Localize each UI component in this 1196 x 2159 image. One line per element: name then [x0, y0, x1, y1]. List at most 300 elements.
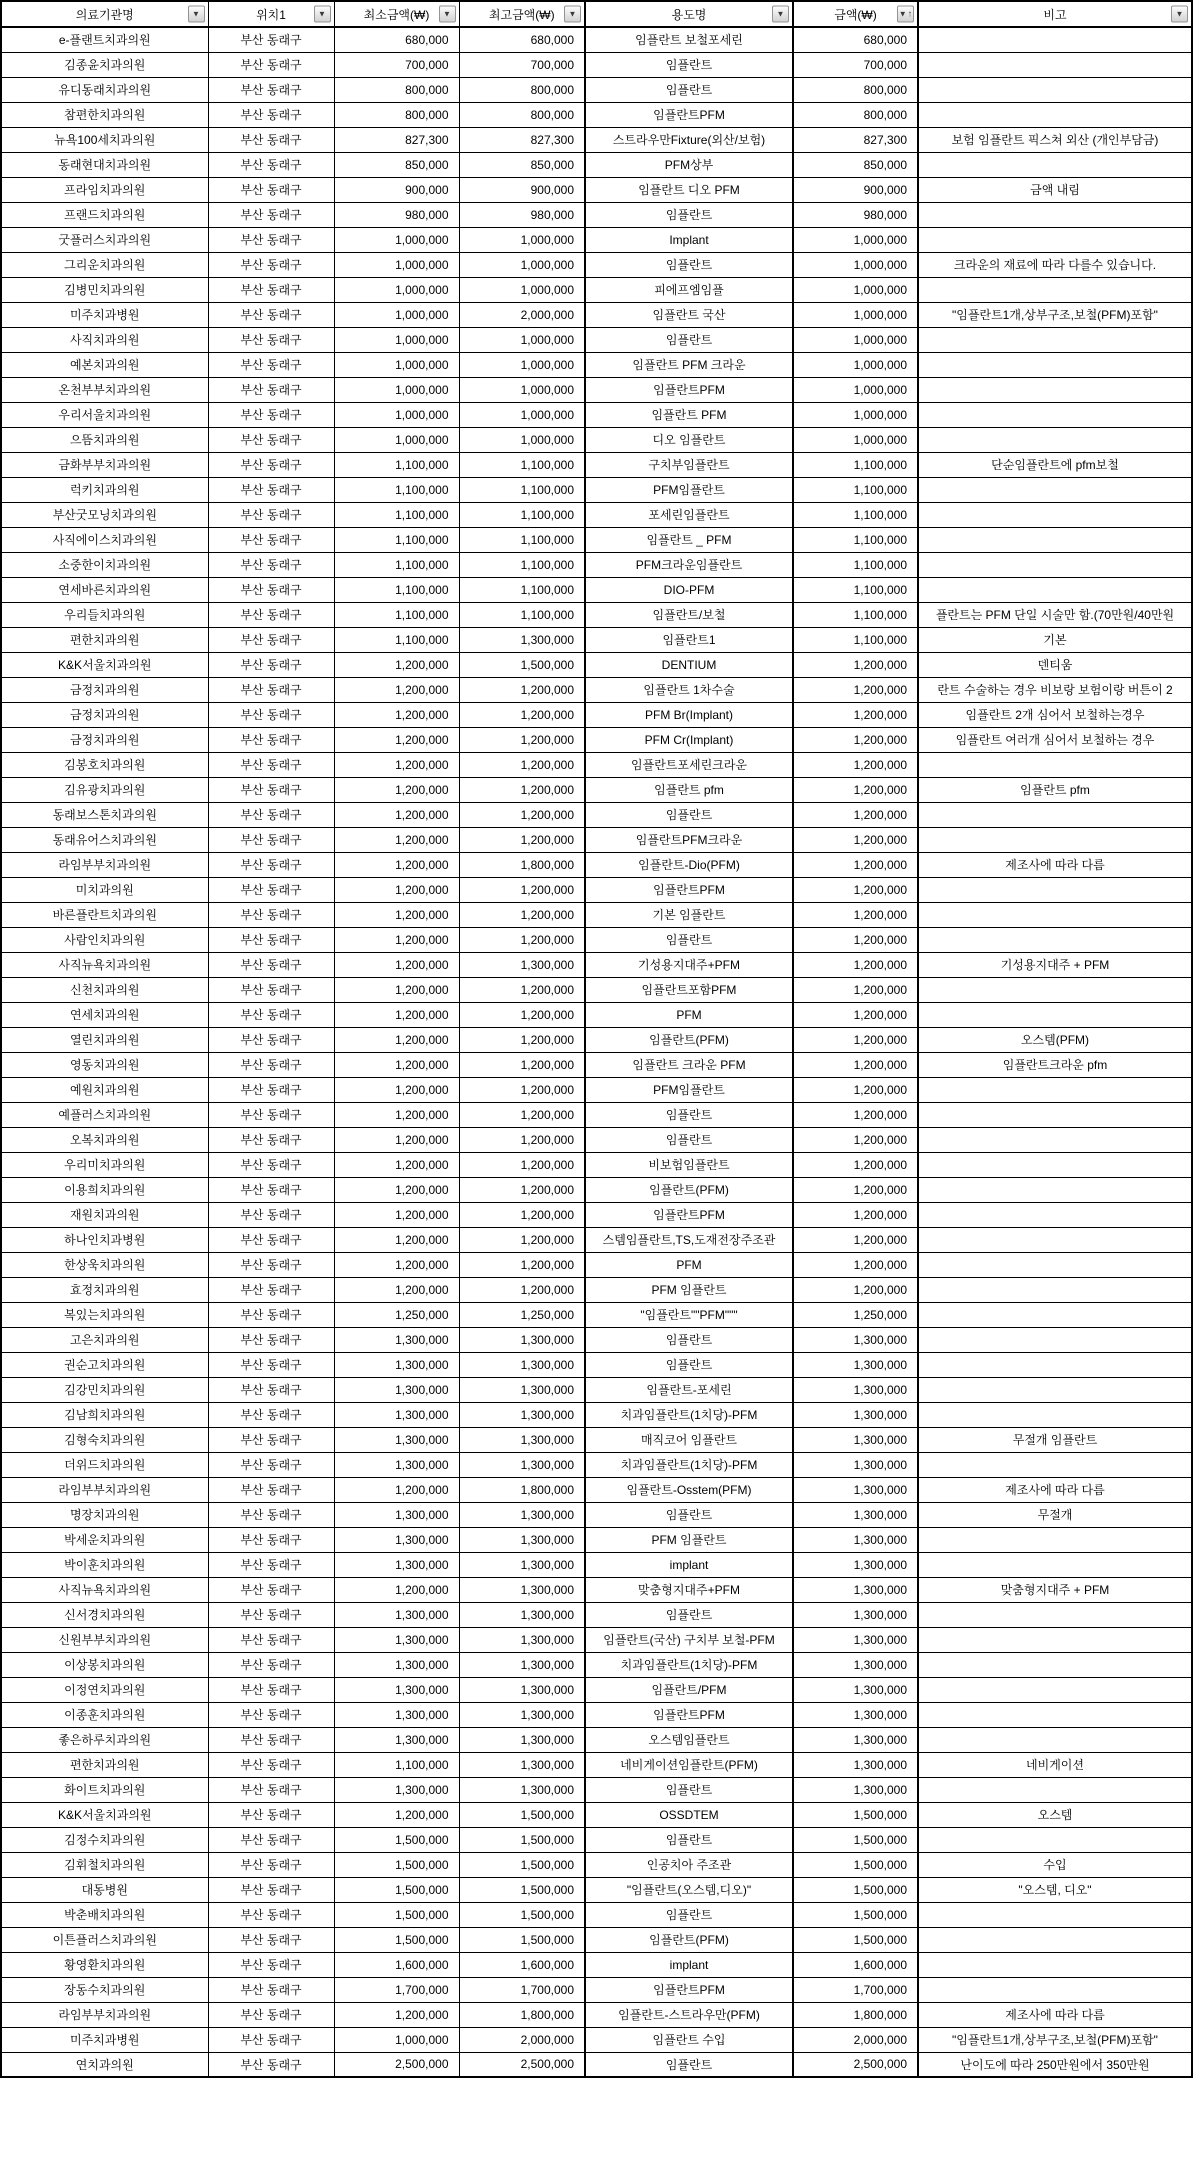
- cell-min-amount[interactable]: 700,000: [334, 52, 459, 77]
- cell-use-name[interactable]: implant: [585, 1952, 793, 1977]
- cell-note[interactable]: [918, 52, 1192, 77]
- cell-location[interactable]: 부산 동래구: [208, 27, 334, 52]
- cell-location[interactable]: 부산 동래구: [208, 1327, 334, 1352]
- cell-min-amount[interactable]: 1,100,000: [334, 1752, 459, 1777]
- cell-min-amount[interactable]: 1,000,000: [334, 427, 459, 452]
- cell-max-amount[interactable]: 1,200,000: [459, 1152, 585, 1177]
- cell-note[interactable]: "임플란트1개,상부구조,보철(PFM)포함": [918, 2027, 1192, 2052]
- cell-location[interactable]: 부산 동래구: [208, 627, 334, 652]
- cell-use-name[interactable]: 스트라우만Fixture(외산/보험): [585, 127, 793, 152]
- cell-location[interactable]: 부산 동래구: [208, 2027, 334, 2052]
- cell-amount[interactable]: 1,200,000: [793, 902, 918, 927]
- cell-amount[interactable]: 1,200,000: [793, 1102, 918, 1127]
- cell-min-amount[interactable]: 1,300,000: [334, 1327, 459, 1352]
- cell-max-amount[interactable]: 1,300,000: [459, 1627, 585, 1652]
- cell-location[interactable]: 부산 동래구: [208, 252, 334, 277]
- cell-use-name[interactable]: 오스템임플란트: [585, 1727, 793, 1752]
- cell-use-name[interactable]: DIO-PFM: [585, 577, 793, 602]
- cell-min-amount[interactable]: 1,200,000: [334, 877, 459, 902]
- cell-location[interactable]: 부산 동래구: [208, 1427, 334, 1452]
- cell-min-amount[interactable]: 1,700,000: [334, 1977, 459, 2002]
- cell-min-amount[interactable]: 1,300,000: [334, 1677, 459, 1702]
- cell-note[interactable]: [918, 552, 1192, 577]
- cell-note[interactable]: 임플란트 여러개 심어서 보철하는 경우: [918, 727, 1192, 752]
- cell-amount[interactable]: 1,000,000: [793, 427, 918, 452]
- cell-location[interactable]: 부산 동래구: [208, 802, 334, 827]
- cell-institution[interactable]: 예원치과의원: [1, 1077, 208, 1102]
- cell-min-amount[interactable]: 850,000: [334, 152, 459, 177]
- cell-amount[interactable]: 1,200,000: [793, 1227, 918, 1252]
- cell-min-amount[interactable]: 1,300,000: [334, 1402, 459, 1427]
- cell-location[interactable]: 부산 동래구: [208, 1027, 334, 1052]
- cell-use-name[interactable]: 임플란트/보철: [585, 602, 793, 627]
- cell-note[interactable]: [918, 1652, 1192, 1677]
- cell-note[interactable]: [918, 27, 1192, 52]
- cell-location[interactable]: 부산 동래구: [208, 552, 334, 577]
- cell-amount[interactable]: 1,250,000: [793, 1302, 918, 1327]
- cell-location[interactable]: 부산 동래구: [208, 702, 334, 727]
- cell-note[interactable]: [918, 1927, 1192, 1952]
- cell-min-amount[interactable]: 1,300,000: [334, 1452, 459, 1477]
- cell-note[interactable]: 금액 내림: [918, 177, 1192, 202]
- cell-note[interactable]: [918, 1252, 1192, 1277]
- cell-institution[interactable]: 영동치과의원: [1, 1052, 208, 1077]
- cell-institution[interactable]: 라임부부치과의원: [1, 852, 208, 877]
- cell-location[interactable]: 부산 동래구: [208, 902, 334, 927]
- cell-note[interactable]: 네비게이션: [918, 1752, 1192, 1777]
- cell-min-amount[interactable]: 1,200,000: [334, 677, 459, 702]
- cell-min-amount[interactable]: 1,300,000: [334, 1777, 459, 1802]
- filter-button-location[interactable]: [314, 6, 331, 23]
- cell-min-amount[interactable]: 1,200,000: [334, 952, 459, 977]
- cell-use-name[interactable]: 맞춤형지대주+PFM: [585, 1577, 793, 1602]
- cell-note[interactable]: [918, 1352, 1192, 1377]
- cell-max-amount[interactable]: 1,200,000: [459, 877, 585, 902]
- filter-button-max-amount[interactable]: [564, 6, 581, 23]
- cell-max-amount[interactable]: 1,300,000: [459, 1427, 585, 1452]
- cell-note[interactable]: [918, 1602, 1192, 1627]
- cell-amount[interactable]: 1,300,000: [793, 1777, 918, 1802]
- cell-institution[interactable]: 예본치과의원: [1, 352, 208, 377]
- cell-note[interactable]: 플란트는 PFM 단일 시술만 함.(70만원/40만원: [918, 602, 1192, 627]
- cell-min-amount[interactable]: 1,100,000: [334, 477, 459, 502]
- cell-note[interactable]: [918, 1902, 1192, 1927]
- cell-min-amount[interactable]: 1,200,000: [334, 1027, 459, 1052]
- cell-max-amount[interactable]: 1,500,000: [459, 1827, 585, 1852]
- cell-max-amount[interactable]: 1,300,000: [459, 1452, 585, 1477]
- cell-note[interactable]: 단순임플란트에 pfm보철: [918, 452, 1192, 477]
- cell-institution[interactable]: 금화부부치과의원: [1, 452, 208, 477]
- cell-amount[interactable]: 1,300,000: [793, 1377, 918, 1402]
- cell-note[interactable]: 란트 수술하는 경우 비보랑 보험이랑 버튼이 2: [918, 677, 1192, 702]
- cell-use-name[interactable]: 임플란트PFM: [585, 1702, 793, 1727]
- cell-institution[interactable]: 이종훈치과의원: [1, 1702, 208, 1727]
- cell-amount[interactable]: 1,300,000: [793, 1627, 918, 1652]
- cell-use-name[interactable]: 임플란트: [585, 327, 793, 352]
- cell-use-name[interactable]: 임플란트 디오 PFM: [585, 177, 793, 202]
- cell-use-name[interactable]: 임플란트: [585, 1327, 793, 1352]
- cell-amount[interactable]: 1,200,000: [793, 702, 918, 727]
- cell-amount[interactable]: 1,800,000: [793, 2002, 918, 2027]
- cell-amount[interactable]: 1,300,000: [793, 1752, 918, 1777]
- cell-institution[interactable]: 신천치과의원: [1, 977, 208, 1002]
- cell-institution[interactable]: 부산굿모닝치과의원: [1, 502, 208, 527]
- cell-min-amount[interactable]: 1,000,000: [334, 302, 459, 327]
- cell-location[interactable]: 부산 동래구: [208, 1527, 334, 1552]
- cell-note[interactable]: [918, 827, 1192, 852]
- cell-use-name[interactable]: 임플란트: [585, 1502, 793, 1527]
- cell-min-amount[interactable]: 1,200,000: [334, 802, 459, 827]
- cell-max-amount[interactable]: 1,250,000: [459, 1302, 585, 1327]
- cell-min-amount[interactable]: 1,200,000: [334, 1802, 459, 1827]
- cell-amount[interactable]: 1,000,000: [793, 252, 918, 277]
- cell-note[interactable]: 크라운의 재료에 따라 다를수 있습니다.: [918, 252, 1192, 277]
- cell-location[interactable]: 부산 동래구: [208, 652, 334, 677]
- cell-amount[interactable]: 1,300,000: [793, 1527, 918, 1552]
- cell-max-amount[interactable]: 1,200,000: [459, 1002, 585, 1027]
- cell-institution[interactable]: K&K서울치과의원: [1, 652, 208, 677]
- cell-use-name[interactable]: 임플란트: [585, 1127, 793, 1152]
- cell-use-name[interactable]: 임플란트 보철포세린: [585, 27, 793, 52]
- cell-note[interactable]: [918, 227, 1192, 252]
- cell-min-amount[interactable]: 1,100,000: [334, 452, 459, 477]
- cell-max-amount[interactable]: 1,200,000: [459, 1052, 585, 1077]
- cell-use-name[interactable]: implant: [585, 1552, 793, 1577]
- cell-location[interactable]: 부산 동래구: [208, 1477, 334, 1502]
- cell-max-amount[interactable]: 1,100,000: [459, 477, 585, 502]
- cell-amount[interactable]: 1,500,000: [793, 1902, 918, 1927]
- cell-note[interactable]: [918, 1377, 1192, 1402]
- cell-institution[interactable]: 연치과의원: [1, 2052, 208, 2077]
- cell-note[interactable]: [918, 1777, 1192, 1802]
- cell-amount[interactable]: 1,000,000: [793, 302, 918, 327]
- cell-institution[interactable]: 김봉호치과의원: [1, 752, 208, 777]
- cell-institution[interactable]: 김형숙치과의원: [1, 1427, 208, 1452]
- cell-note[interactable]: [918, 502, 1192, 527]
- cell-location[interactable]: 부산 동래구: [208, 477, 334, 502]
- cell-use-name[interactable]: PFM: [585, 1252, 793, 1277]
- cell-institution[interactable]: 연세바른치과의원: [1, 577, 208, 602]
- cell-max-amount[interactable]: 1,300,000: [459, 1727, 585, 1752]
- cell-institution[interactable]: 편한치과의원: [1, 627, 208, 652]
- cell-use-name[interactable]: 임플란트-Dio(PFM): [585, 852, 793, 877]
- cell-location[interactable]: 부산 동래구: [208, 1602, 334, 1627]
- cell-use-name[interactable]: 임플란트포함PFM: [585, 977, 793, 1002]
- cell-institution[interactable]: 신원부부치과의원: [1, 1627, 208, 1652]
- cell-min-amount[interactable]: 1,300,000: [334, 1552, 459, 1577]
- cell-institution[interactable]: e-플랜트치과의원: [1, 27, 208, 52]
- cell-amount[interactable]: 1,500,000: [793, 1927, 918, 1952]
- cell-amount[interactable]: 1,200,000: [793, 852, 918, 877]
- cell-max-amount[interactable]: 1,300,000: [459, 1552, 585, 1577]
- cell-amount[interactable]: 800,000: [793, 77, 918, 102]
- cell-max-amount[interactable]: 1,000,000: [459, 377, 585, 402]
- cell-max-amount[interactable]: 1,300,000: [459, 1527, 585, 1552]
- cell-location[interactable]: 부산 동래구: [208, 127, 334, 152]
- cell-location[interactable]: 부산 동래구: [208, 852, 334, 877]
- cell-institution[interactable]: 박춘배치과의원: [1, 1902, 208, 1927]
- cell-note[interactable]: [918, 802, 1192, 827]
- cell-use-name[interactable]: 매직코어 임플란트: [585, 1427, 793, 1452]
- cell-max-amount[interactable]: 1,300,000: [459, 1752, 585, 1777]
- cell-use-name[interactable]: PFM Br(Implant): [585, 702, 793, 727]
- cell-note[interactable]: [918, 1452, 1192, 1477]
- cell-amount[interactable]: 1,500,000: [793, 1802, 918, 1827]
- cell-min-amount[interactable]: 1,200,000: [334, 1202, 459, 1227]
- cell-note[interactable]: [918, 202, 1192, 227]
- cell-note[interactable]: [918, 1077, 1192, 1102]
- cell-institution[interactable]: 하나인치과병원: [1, 1227, 208, 1252]
- cell-amount[interactable]: 1,200,000: [793, 927, 918, 952]
- cell-min-amount[interactable]: 1,100,000: [334, 527, 459, 552]
- cell-note[interactable]: [918, 752, 1192, 777]
- cell-min-amount[interactable]: 1,200,000: [334, 1102, 459, 1127]
- cell-amount[interactable]: 1,200,000: [793, 1127, 918, 1152]
- cell-note[interactable]: [918, 977, 1192, 1002]
- cell-max-amount[interactable]: 680,000: [459, 27, 585, 52]
- cell-note[interactable]: [918, 1152, 1192, 1177]
- cell-amount[interactable]: 1,300,000: [793, 1577, 918, 1602]
- cell-amount[interactable]: 1,500,000: [793, 1852, 918, 1877]
- cell-institution[interactable]: 권순고치과의원: [1, 1352, 208, 1377]
- cell-institution[interactable]: 미치과의원: [1, 877, 208, 902]
- cell-institution[interactable]: 프라임치과의원: [1, 177, 208, 202]
- cell-note[interactable]: [918, 527, 1192, 552]
- cell-min-amount[interactable]: 1,300,000: [334, 1627, 459, 1652]
- cell-use-name[interactable]: 임플란트 PFM: [585, 402, 793, 427]
- cell-location[interactable]: 부산 동래구: [208, 1452, 334, 1477]
- cell-min-amount[interactable]: 1,000,000: [334, 327, 459, 352]
- cell-min-amount[interactable]: 1,200,000: [334, 652, 459, 677]
- cell-location[interactable]: 부산 동래구: [208, 1402, 334, 1427]
- cell-max-amount[interactable]: 1,200,000: [459, 1077, 585, 1102]
- cell-max-amount[interactable]: 1,200,000: [459, 727, 585, 752]
- cell-institution[interactable]: 이용희치과의원: [1, 1177, 208, 1202]
- cell-min-amount[interactable]: 1,000,000: [334, 2027, 459, 2052]
- cell-max-amount[interactable]: 1,000,000: [459, 227, 585, 252]
- cell-max-amount[interactable]: 1,000,000: [459, 252, 585, 277]
- cell-location[interactable]: 부산 동래구: [208, 752, 334, 777]
- cell-use-name[interactable]: 임플란트(PFM): [585, 1177, 793, 1202]
- cell-institution[interactable]: 동래현대치과의원: [1, 152, 208, 177]
- cell-note[interactable]: 무절개: [918, 1502, 1192, 1527]
- cell-max-amount[interactable]: 1,300,000: [459, 1502, 585, 1527]
- cell-location[interactable]: 부산 동래구: [208, 402, 334, 427]
- cell-amount[interactable]: 1,300,000: [793, 1652, 918, 1677]
- cell-note[interactable]: [918, 1002, 1192, 1027]
- cell-location[interactable]: 부산 동래구: [208, 377, 334, 402]
- cell-min-amount[interactable]: 1,200,000: [334, 1002, 459, 1027]
- cell-max-amount[interactable]: 2,000,000: [459, 302, 585, 327]
- cell-amount[interactable]: 1,200,000: [793, 727, 918, 752]
- cell-use-name[interactable]: 치과임플란트(1치당)-PFM: [585, 1402, 793, 1427]
- cell-location[interactable]: 부산 동래구: [208, 1377, 334, 1402]
- cell-use-name[interactable]: PFM 임플란트: [585, 1527, 793, 1552]
- cell-min-amount[interactable]: 1,300,000: [334, 1602, 459, 1627]
- cell-amount[interactable]: 1,200,000: [793, 1052, 918, 1077]
- cell-max-amount[interactable]: 1,500,000: [459, 1902, 585, 1927]
- cell-note[interactable]: [918, 1702, 1192, 1727]
- cell-institution[interactable]: 참편한치과의원: [1, 102, 208, 127]
- cell-note[interactable]: [918, 1227, 1192, 1252]
- cell-institution[interactable]: 신서경치과의원: [1, 1602, 208, 1627]
- cell-amount[interactable]: 1,500,000: [793, 1877, 918, 1902]
- cell-amount[interactable]: 900,000: [793, 177, 918, 202]
- cell-max-amount[interactable]: 1,100,000: [459, 577, 585, 602]
- cell-min-amount[interactable]: 800,000: [334, 77, 459, 102]
- cell-location[interactable]: 부산 동래구: [208, 1152, 334, 1177]
- cell-amount[interactable]: 1,200,000: [793, 777, 918, 802]
- filter-button-min-amount[interactable]: [439, 6, 456, 23]
- cell-institution[interactable]: 김남희치과의원: [1, 1402, 208, 1427]
- cell-use-name[interactable]: 임플란트PFM: [585, 377, 793, 402]
- cell-amount[interactable]: 1,300,000: [793, 1352, 918, 1377]
- cell-max-amount[interactable]: 1,200,000: [459, 702, 585, 727]
- cell-location[interactable]: 부산 동래구: [208, 1977, 334, 2002]
- cell-use-name[interactable]: 디오 임플란트: [585, 427, 793, 452]
- cell-amount[interactable]: 1,300,000: [793, 1727, 918, 1752]
- cell-min-amount[interactable]: 1,200,000: [334, 752, 459, 777]
- cell-min-amount[interactable]: 1,200,000: [334, 827, 459, 852]
- cell-max-amount[interactable]: 1,300,000: [459, 1327, 585, 1352]
- cell-use-name[interactable]: 임플란트/PFM: [585, 1677, 793, 1702]
- cell-amount[interactable]: 1,300,000: [793, 1552, 918, 1577]
- cell-min-amount[interactable]: 1,500,000: [334, 1852, 459, 1877]
- cell-institution[interactable]: 바른플란트치과의원: [1, 902, 208, 927]
- cell-location[interactable]: 부산 동래구: [208, 2002, 334, 2027]
- cell-location[interactable]: 부산 동래구: [208, 1352, 334, 1377]
- cell-use-name[interactable]: 임플란트: [585, 252, 793, 277]
- cell-use-name[interactable]: 임플란트 pfm: [585, 777, 793, 802]
- cell-note[interactable]: [918, 427, 1192, 452]
- cell-note[interactable]: 덴티움: [918, 652, 1192, 677]
- cell-max-amount[interactable]: 1,800,000: [459, 2002, 585, 2027]
- cell-max-amount[interactable]: 1,300,000: [459, 1652, 585, 1677]
- cell-amount[interactable]: 1,600,000: [793, 1952, 918, 1977]
- cell-note[interactable]: [918, 1277, 1192, 1302]
- cell-note[interactable]: [918, 577, 1192, 602]
- cell-location[interactable]: 부산 동래구: [208, 102, 334, 127]
- cell-use-name[interactable]: 임플란트: [585, 1602, 793, 1627]
- cell-location[interactable]: 부산 동래구: [208, 1177, 334, 1202]
- cell-location[interactable]: 부산 동래구: [208, 877, 334, 902]
- cell-institution[interactable]: 연세치과의원: [1, 1002, 208, 1027]
- cell-amount[interactable]: 2,000,000: [793, 2027, 918, 2052]
- cell-institution[interactable]: 그리운치과의원: [1, 252, 208, 277]
- cell-note[interactable]: [918, 1727, 1192, 1752]
- cell-max-amount[interactable]: 1,200,000: [459, 777, 585, 802]
- cell-use-name[interactable]: 임플란트: [585, 1827, 793, 1852]
- cell-min-amount[interactable]: 1,200,000: [334, 1252, 459, 1277]
- cell-institution[interactable]: 효정치과의원: [1, 1277, 208, 1302]
- cell-min-amount[interactable]: 1,100,000: [334, 602, 459, 627]
- cell-max-amount[interactable]: 1,200,000: [459, 977, 585, 1002]
- cell-institution[interactable]: 복있는치과의원: [1, 1302, 208, 1327]
- cell-min-amount[interactable]: 1,000,000: [334, 377, 459, 402]
- cell-max-amount[interactable]: 850,000: [459, 152, 585, 177]
- cell-location[interactable]: 부산 동래구: [208, 1052, 334, 1077]
- cell-note[interactable]: [918, 102, 1192, 127]
- cell-min-amount[interactable]: 1,600,000: [334, 1952, 459, 1977]
- cell-max-amount[interactable]: 1,200,000: [459, 1177, 585, 1202]
- cell-max-amount[interactable]: 1,200,000: [459, 1127, 585, 1152]
- cell-min-amount[interactable]: 1,100,000: [334, 577, 459, 602]
- cell-amount[interactable]: 1,200,000: [793, 752, 918, 777]
- cell-use-name[interactable]: 임플란트: [585, 1352, 793, 1377]
- cell-note[interactable]: [918, 927, 1192, 952]
- cell-institution[interactable]: 동래유어스치과의원: [1, 827, 208, 852]
- cell-amount[interactable]: 1,300,000: [793, 1327, 918, 1352]
- cell-use-name[interactable]: PFM상부: [585, 152, 793, 177]
- cell-max-amount[interactable]: 1,100,000: [459, 502, 585, 527]
- cell-note[interactable]: 보험 임플란트 픽스쳐 외산 (개인부담금): [918, 127, 1192, 152]
- cell-note[interactable]: 임플란트 pfm: [918, 777, 1192, 802]
- cell-use-name[interactable]: PFM 임플란트: [585, 1277, 793, 1302]
- cell-institution[interactable]: 금정치과의원: [1, 702, 208, 727]
- cell-use-name[interactable]: 임플란트: [585, 52, 793, 77]
- cell-max-amount[interactable]: 1,000,000: [459, 427, 585, 452]
- cell-institution[interactable]: 뉴욕100세치과의원: [1, 127, 208, 152]
- cell-min-amount[interactable]: 1,000,000: [334, 227, 459, 252]
- cell-note[interactable]: [918, 1827, 1192, 1852]
- cell-use-name[interactable]: DENTIUM: [585, 652, 793, 677]
- cell-note[interactable]: [918, 327, 1192, 352]
- cell-min-amount[interactable]: 1,200,000: [334, 702, 459, 727]
- cell-amount[interactable]: 1,200,000: [793, 977, 918, 1002]
- cell-max-amount[interactable]: 980,000: [459, 202, 585, 227]
- cell-max-amount[interactable]: 1,000,000: [459, 277, 585, 302]
- cell-location[interactable]: 부산 동래구: [208, 1777, 334, 1802]
- cell-note[interactable]: [918, 152, 1192, 177]
- cell-location[interactable]: 부산 동래구: [208, 677, 334, 702]
- cell-use-name[interactable]: 네비게이션임플란트(PFM): [585, 1752, 793, 1777]
- cell-use-name[interactable]: 임플란트 PFM 크라운: [585, 352, 793, 377]
- cell-use-name[interactable]: 임플란트PFM: [585, 877, 793, 902]
- cell-note[interactable]: [918, 877, 1192, 902]
- cell-amount[interactable]: 1,200,000: [793, 1152, 918, 1177]
- cell-note[interactable]: [918, 377, 1192, 402]
- cell-institution[interactable]: 동래보스톤치과의원: [1, 802, 208, 827]
- cell-use-name[interactable]: 임플란트(국산) 구치부 보철-PFM: [585, 1627, 793, 1652]
- cell-location[interactable]: 부산 동래구: [208, 1727, 334, 1752]
- cell-note[interactable]: [918, 1552, 1192, 1577]
- cell-amount[interactable]: 1,300,000: [793, 1477, 918, 1502]
- cell-amount[interactable]: 1,300,000: [793, 1452, 918, 1477]
- cell-institution[interactable]: 온천부부치과의원: [1, 377, 208, 402]
- cell-use-name[interactable]: 임플란트: [585, 202, 793, 227]
- cell-min-amount[interactable]: 1,200,000: [334, 1177, 459, 1202]
- cell-use-name[interactable]: 포세린임플란트: [585, 502, 793, 527]
- cell-max-amount[interactable]: 1,200,000: [459, 1252, 585, 1277]
- cell-max-amount[interactable]: 2,000,000: [459, 2027, 585, 2052]
- cell-min-amount[interactable]: 1,200,000: [334, 1277, 459, 1302]
- cell-note[interactable]: [918, 1177, 1192, 1202]
- cell-location[interactable]: 부산 동래구: [208, 1877, 334, 1902]
- cell-max-amount[interactable]: 1,100,000: [459, 602, 585, 627]
- cell-min-amount[interactable]: 1,200,000: [334, 1127, 459, 1152]
- cell-use-name[interactable]: 기성용지대주+PFM: [585, 952, 793, 977]
- cell-max-amount[interactable]: 1,200,000: [459, 752, 585, 777]
- cell-location[interactable]: 부산 동래구: [208, 1502, 334, 1527]
- cell-location[interactable]: 부산 동래구: [208, 277, 334, 302]
- cell-location[interactable]: 부산 동래구: [208, 2052, 334, 2077]
- cell-max-amount[interactable]: 1,000,000: [459, 402, 585, 427]
- cell-min-amount[interactable]: 1,250,000: [334, 1302, 459, 1327]
- cell-institution[interactable]: 소중한이치과의원: [1, 552, 208, 577]
- cell-location[interactable]: 부산 동래구: [208, 1302, 334, 1327]
- cell-note[interactable]: 기성용지대주 + PFM: [918, 952, 1192, 977]
- cell-min-amount[interactable]: 1,500,000: [334, 1927, 459, 1952]
